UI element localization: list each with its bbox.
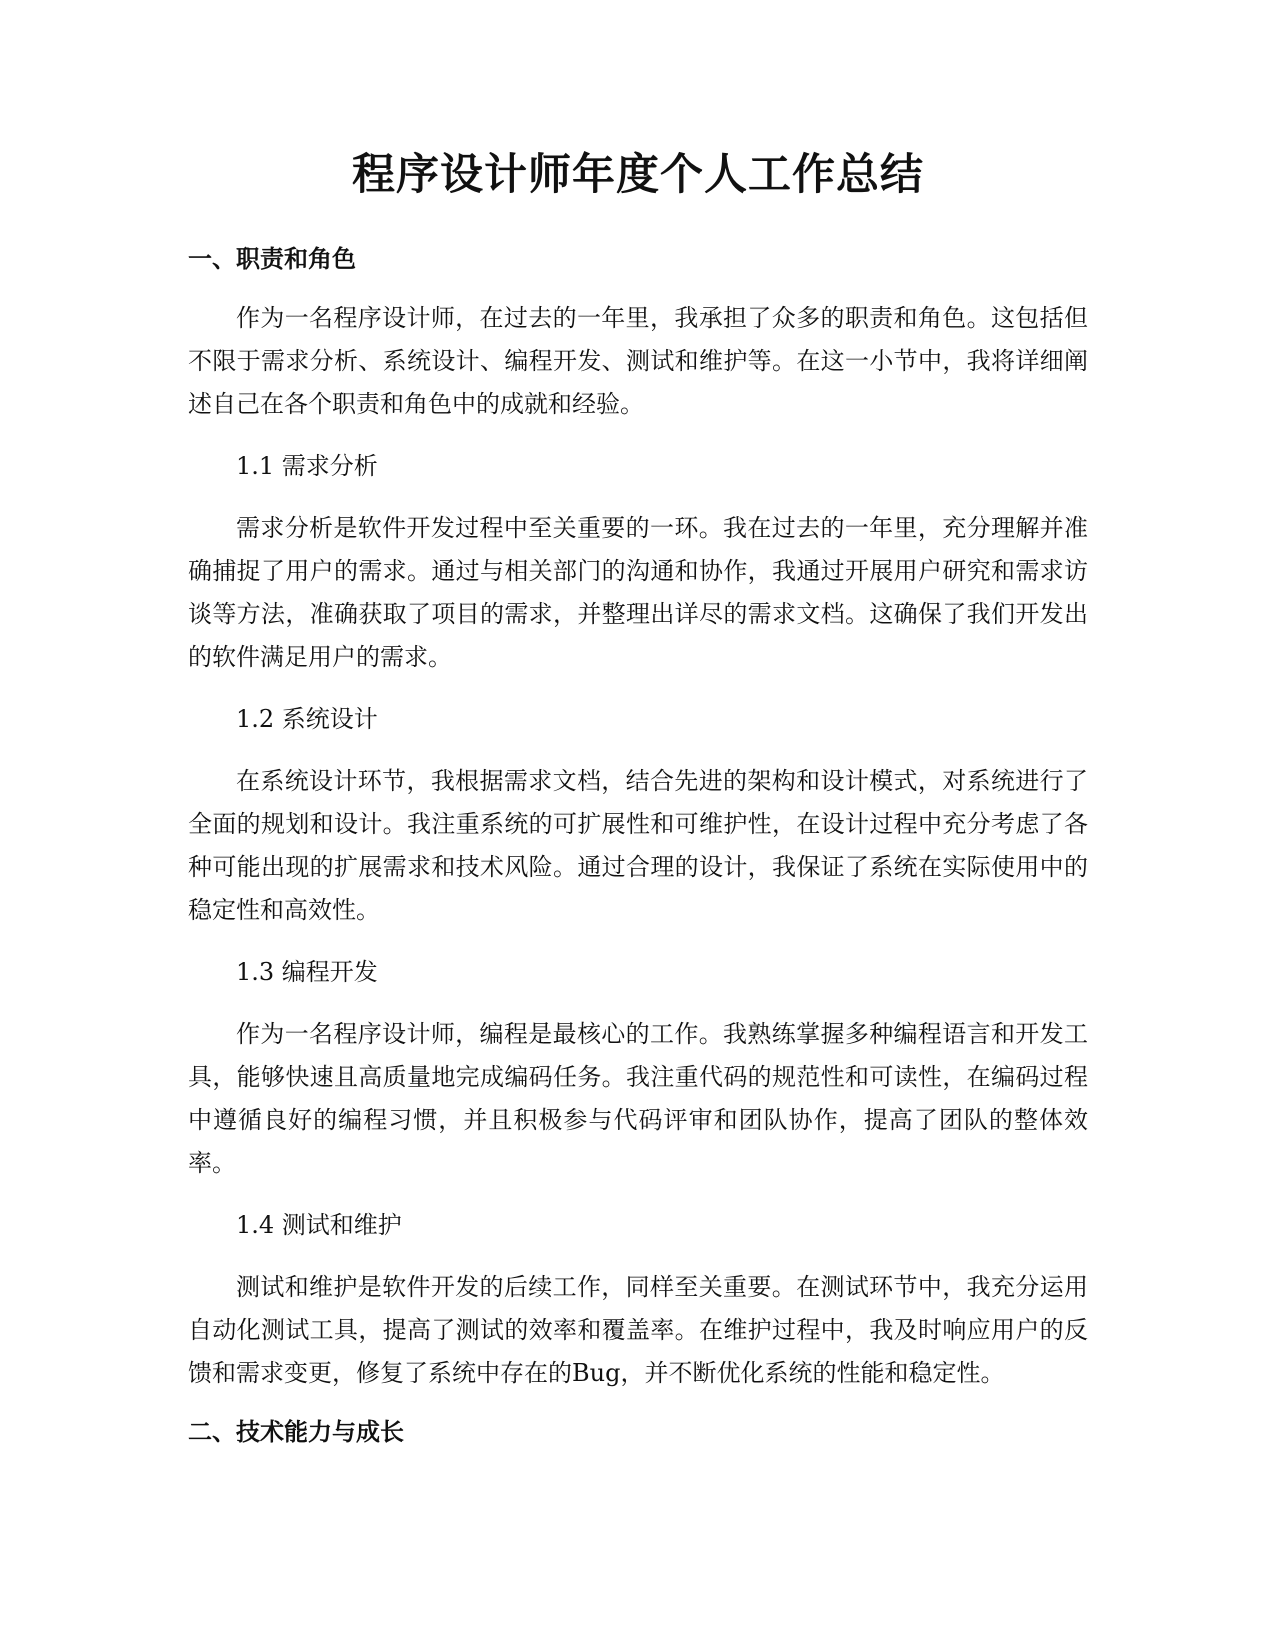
document-title: 程序设计师年度个人工作总结 [352, 150, 924, 200]
section-heading-responsibilities: 一、职责和角色 [188, 245, 356, 273]
section-heading-tech-skills: 二、技术能力与成长 [188, 1418, 404, 1446]
subsection-body-system-design: 在系统设计环节，我根据需求文档，结合先进的架构和设计模式，对系统进行了全面的规划和设计。我注重系统的可扩展性和可维护性，在设计过程中充分考虑了各种可能出现的扩展需求和技术风险。通过合理的设计，我保证了系统在实际使用中的稳定性和高效性。 [188, 767, 1088, 924]
subsection-title-requirements: 1.1 需求分析 [236, 452, 378, 480]
document-content [188, 145, 1088, 1470]
subsection-body-programming: 作为一名程序设计师，编程是最核心的工作。我熟练掌握多种编程语言和开发工具，能够快速且高质量地完成编码任务。我注重代码的规范性和可读性，在编码过程中遵循良好的编程习惯，并且积极参与代码评审和团队协作，提高了团队的整体效率。 [188, 1020, 1088, 1177]
subsection-title-testing: 1.4 测试和维护 [236, 1211, 402, 1239]
subsection-title-system-design: 1.2 系统设计 [236, 705, 378, 733]
subsection-title-programming: 1.3 编程开发 [236, 958, 378, 986]
subsection-body-requirements: 需求分析是软件开发过程中至关重要的一环。我在过去的一年里，充分理解并准确捕捉了用户的需求。通过与相关部门的沟通和协作，我通过开展用户研究和需求访谈等方法，准确获取了项目的需求，并整理出详尽的需求文档。这确保了我们开发出的软件满足用户的需求。 [188, 514, 1088, 671]
section-intro-paragraph: 作为一名程序设计师，在过去的一年里，我承担了众多的职责和角色。这包括但不限于需求分析、系统设计、编程开发、测试和维护等。在这一小节中，我将详细阐述自己在各个职责和角色中的成就和经验。 [188, 304, 1088, 418]
subsection-body-testing: 测试和维护是软件开发的后续工作，同样至关重要。在测试环节中，我充分运用自动化测试工具，提高了测试的效率和覆盖率。在维护过程中，我及时响应用户的反馈和需求变更，修复了系统中存在的Bug，并不断优化系统的性能和稳定性。 [188, 1273, 1088, 1387]
